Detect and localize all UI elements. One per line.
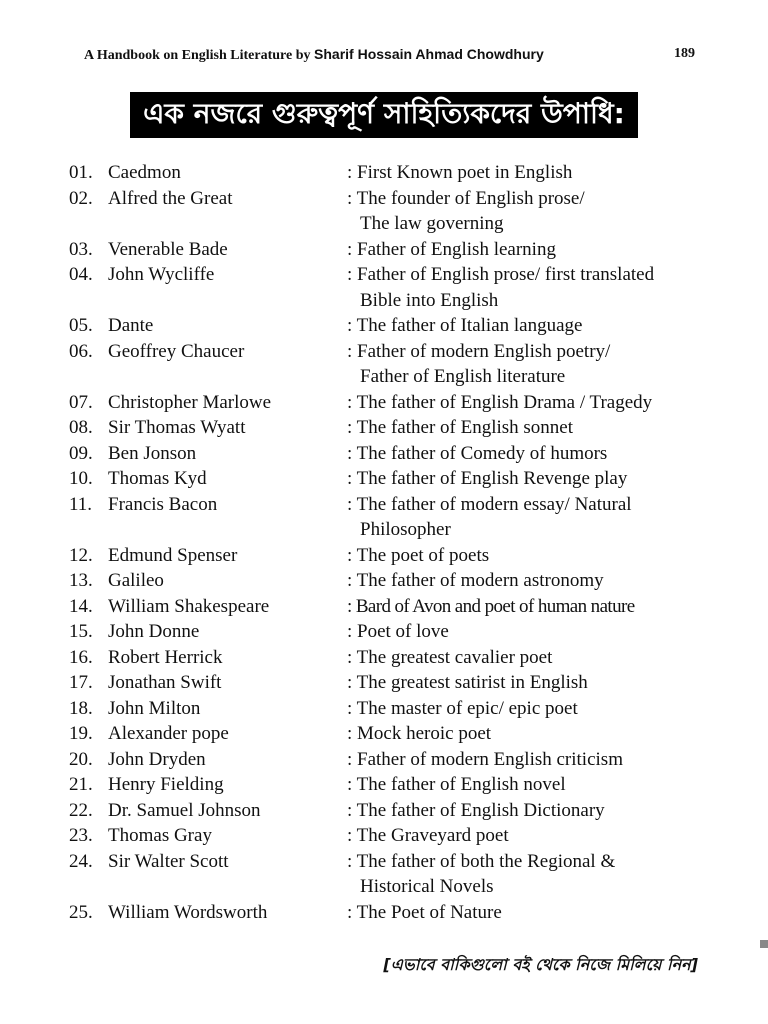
writer-title-line: : The father of Italian language: [347, 315, 583, 336]
list-item: [0, 186, 768, 237]
writer-name: Christopher Marlowe: [108, 391, 272, 413]
item-number: 01.: [69, 162, 93, 183]
writer-name: John Wycliffe: [108, 264, 215, 285]
writer-title: [347, 466, 707, 492]
writer-title-line: : Mock heroic poet: [347, 723, 492, 744]
list-item: [0, 747, 768, 773]
writer-title-line: : The father of both the Regional &: [347, 850, 616, 872]
list-item: [0, 415, 768, 441]
writer-title-line: : The poet of poets: [347, 544, 490, 566]
list-item: [0, 313, 768, 339]
writer-title-line: : The father of Comedy of humors: [347, 442, 608, 464]
writer-name: William Wordsworth: [108, 901, 268, 923]
item-number: 13.: [69, 570, 93, 591]
item-number: 08.: [69, 417, 93, 438]
writer-title-line: : The Poet of Nature: [347, 901, 502, 923]
writer-title-line: : Poet of love: [347, 621, 449, 642]
writer-name: Ben Jonson: [108, 442, 197, 464]
item-number: 17.: [69, 672, 93, 693]
writer-name: Thomas Gray: [108, 825, 212, 846]
item-number: 03.: [69, 238, 93, 260]
item-number: 15.: [69, 621, 93, 642]
list-item: [0, 568, 768, 594]
writer-title-line: : The greatest cavalier poet: [347, 646, 553, 668]
writer-title: [347, 543, 707, 569]
writer-name: Sir Thomas Wyatt: [108, 417, 246, 438]
writer-title: [347, 313, 707, 339]
writer-name: Jonathan Swift: [108, 672, 222, 693]
writer-title: [347, 670, 707, 696]
footer-note: [এভাবে বাকিগুলো বই থেকে নিজে মিলিয়ে নিন]: [383, 955, 698, 974]
writer-name: William Shakespeare: [108, 595, 270, 617]
writer-name: Dante: [108, 315, 154, 336]
list-item: [0, 492, 768, 543]
page-number: 189: [674, 46, 695, 61]
item-number: 24.: [69, 850, 93, 872]
item-number: 16.: [69, 646, 93, 668]
writer-title-line: : The father of English Revenge play: [347, 468, 628, 489]
writer-title-line: : The father of English Dictionary: [347, 799, 605, 821]
writer-title: [347, 747, 707, 773]
writer-title: [347, 415, 707, 441]
writer-title-line: : The father of modern astronomy: [347, 570, 604, 591]
writer-title: [347, 696, 707, 722]
writer-title-line: : The master of epic/ epic poet: [347, 697, 578, 719]
writer-name: Sir Walter Scott: [108, 850, 229, 872]
writer-title-line: : The father of English sonnet: [347, 417, 574, 438]
writer-name: Geoffrey Chaucer: [108, 340, 245, 362]
writer-name: John Donne: [108, 621, 200, 642]
writer-title-line: : The father of modern essay/ Natural: [347, 493, 632, 515]
item-number: 10.: [69, 468, 93, 489]
writer-title: [347, 900, 707, 926]
title-list: [0, 160, 768, 925]
writer-title: [347, 772, 707, 798]
writer-title: [347, 823, 707, 849]
writer-title: [347, 390, 707, 416]
item-number: 20.: [69, 748, 93, 770]
writer-name: Dr. Samuel Johnson: [108, 799, 261, 821]
writer-title-line: : The founder of English prose/: [347, 187, 585, 209]
writer-title-line: : The father of English novel: [347, 774, 566, 795]
list-item: [0, 466, 768, 492]
list-item: [0, 262, 768, 313]
item-number: 04.: [69, 264, 93, 285]
item-number: 09.: [69, 442, 93, 464]
writer-title-continuation: Bible into English: [360, 289, 499, 311]
item-number: 23.: [69, 825, 93, 846]
list-item: [0, 900, 768, 926]
list-item: [0, 594, 768, 620]
edge-mark: [760, 940, 768, 948]
writer-name: Alexander pope: [108, 723, 229, 744]
writer-name: Venerable Bade: [108, 238, 228, 260]
item-number: 12.: [69, 544, 93, 566]
writer-title: [347, 441, 707, 467]
list-item: [0, 160, 768, 186]
writer-name: John Milton: [108, 697, 201, 719]
item-number: 25.: [69, 901, 93, 923]
writer-title: [347, 849, 707, 900]
list-item: [0, 237, 768, 263]
item-number: 18.: [69, 697, 93, 719]
item-number: 11.: [69, 493, 93, 515]
author-name: Sharif Hossain Ahmad Chowdhury: [314, 46, 544, 62]
writer-name: Galileo: [108, 570, 164, 591]
writer-title-line: : The father of English Drama / Tragedy: [347, 391, 653, 413]
item-number: 05.: [69, 315, 93, 336]
writer-title: [347, 186, 707, 237]
list-item: [0, 670, 768, 696]
writer-title-continuation: The law governing: [360, 213, 504, 234]
writer-title-line: : First Known poet in English: [347, 162, 573, 183]
list-item: [0, 619, 768, 645]
writer-title-line: : Father of modern English criticism: [347, 748, 623, 770]
book-title: A Handbook on English Literature by: [84, 48, 311, 63]
item-number: 07.: [69, 391, 93, 413]
writer-title-line: : The Graveyard poet: [347, 825, 509, 846]
writer-title: [347, 262, 707, 313]
writer-title: [347, 619, 707, 645]
writer-title-line: : Father of English learning: [347, 238, 556, 260]
writer-title: [347, 492, 707, 543]
list-item: [0, 645, 768, 671]
writer-name: Francis Bacon: [108, 493, 218, 515]
writer-name: Robert Herrick: [108, 646, 223, 668]
list-item: [0, 390, 768, 416]
writer-title: [347, 594, 707, 620]
writer-name: Henry Fielding: [108, 774, 224, 795]
writer-title-line: : Father of modern English poetry/: [347, 340, 611, 362]
item-number: 21.: [69, 774, 93, 795]
item-number: 19.: [69, 723, 93, 744]
writer-title: [347, 798, 707, 824]
writer-title: [347, 568, 707, 594]
list-item: [0, 543, 768, 569]
list-item: [0, 772, 768, 798]
section-title: এক নজরে গুরুত্বপূর্ণ সাহিত্যিকদের উপাধি:: [143, 96, 625, 130]
section-title-banner: [130, 92, 638, 138]
writer-name: Edmund Spenser: [108, 544, 238, 566]
writer-title: [347, 721, 707, 747]
list-item: [0, 696, 768, 722]
writer-name: Caedmon: [108, 162, 181, 183]
writer-title-line: : Father of English prose/ first translated: [347, 264, 655, 285]
writer-name: Alfred the Great: [108, 187, 233, 209]
item-number: 14.: [69, 595, 93, 617]
writer-title: [347, 339, 707, 390]
writer-title-continuation: Father of English literature: [360, 366, 566, 387]
writer-title-line: : Bard of Avon and poet of human nature: [347, 595, 635, 617]
writer-name: John Dryden: [108, 748, 206, 770]
writer-title-line: : The greatest satirist in English: [347, 672, 588, 693]
writer-title: [347, 160, 707, 186]
list-item: [0, 721, 768, 747]
list-item: [0, 823, 768, 849]
writer-title-continuation: Philosopher: [360, 519, 451, 540]
writer-title-continuation: Historical Novels: [360, 876, 494, 897]
list-item: [0, 339, 768, 390]
item-number: 06.: [69, 340, 93, 362]
writer-title: [347, 645, 707, 671]
writer-name: Thomas Kyd: [108, 468, 207, 489]
list-item: [0, 441, 768, 467]
running-header: [84, 46, 704, 64]
item-number: 22.: [69, 799, 93, 821]
item-number: 02.: [69, 187, 93, 209]
writer-title: [347, 237, 707, 263]
list-item: [0, 849, 768, 900]
list-item: [0, 798, 768, 824]
